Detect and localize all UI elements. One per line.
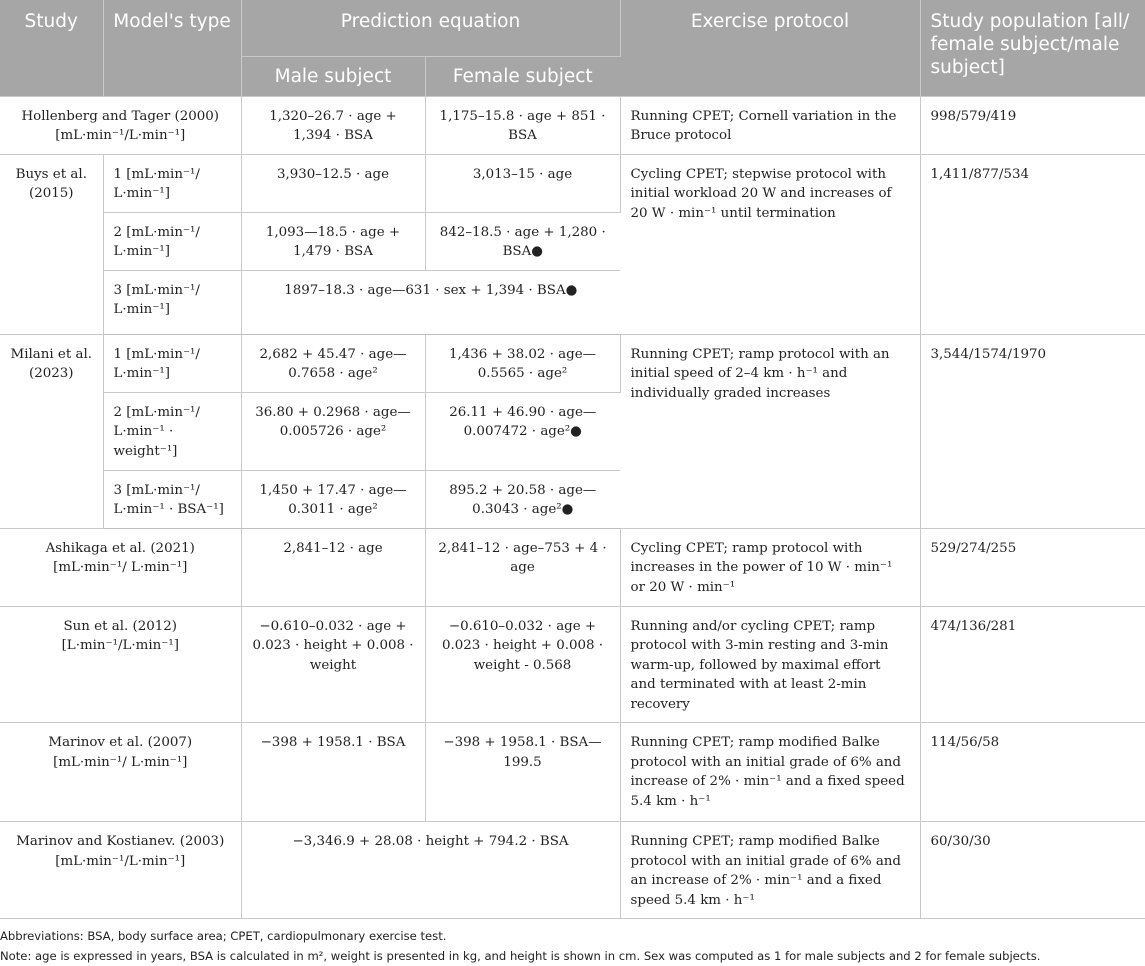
study-cell: Sun et al. (2012) [L·min⁻¹/L·min⁻¹] — [0, 606, 241, 723]
model-type-cell: 1 [mL·min⁻¹/ L·min⁻¹] — [103, 154, 241, 212]
model-type-cell: 3 [mL·min⁻¹/ L·min⁻¹] — [103, 270, 241, 334]
protocol-cell: Running CPET; ramp protocol with an initial speed of 2–4 km · h⁻¹ and individually graded increases — [620, 334, 920, 528]
protocol-cell: Running CPET; Cornell variation in the Bruce protocol — [620, 96, 920, 154]
study-cell: Milani et al. (2023) — [0, 334, 103, 528]
protocol-cell: Running CPET; ramp modified Balke protocol with an initial grade of 6% and an increase of 2% · min⁻¹ and a fixed speed 5.4 km · h⁻¹ — [620, 822, 920, 919]
male-equation-cell: 1,093—18.5 · age + 1,479 · BSA — [241, 212, 425, 270]
table-footnotes — [0, 919, 1145, 966]
male-equation-cell: 2,841–12 · age — [241, 528, 425, 606]
female-equation-cell: −0.610–0.032 · age + 0.023 · height + 0.008 · weight - 0.568 — [425, 606, 620, 723]
male-equation-cell: 1,320–26.7 · age + 1,394 · BSA — [241, 96, 425, 154]
male-equation-cell: 3,930–12.5 · age — [241, 154, 425, 212]
model-type-cell: 3 [mL·min⁻¹/ L·min⁻¹ · BSA⁻¹] — [103, 470, 241, 528]
header-study-population: Study population [all/ female subject/male subject] — [920, 0, 1145, 96]
female-equation-cell: −398 + 1958.1 · BSA—199.5 — [425, 723, 620, 822]
population-cell: 474/136/281 — [920, 606, 1145, 723]
population-cell: 1,411/877/534 — [920, 154, 1145, 334]
model-type-cell: 2 [mL·min⁻¹/ L·min⁻¹] — [103, 212, 241, 270]
model-type-cell: 1 [mL·min⁻¹/ L·min⁻¹] — [103, 334, 241, 392]
population-cell: 3,544/1574/1970 — [920, 334, 1145, 528]
population-cell: 529/274/255 — [920, 528, 1145, 606]
protocol-cell: Cycling CPET; ramp protocol with increases in the power of 10 W · min⁻¹ or 20 W · min⁻¹ — [620, 528, 920, 606]
study-cell: Buys et al. (2015) — [0, 154, 103, 334]
female-equation-cell: 1,175–15.8 · age + 851 · BSA — [425, 96, 620, 154]
female-equation-cell: 895.2 + 20.58 · age—0.3043 · age²● — [425, 470, 620, 528]
male-equation-cell: −398 + 1958.1 · BSA — [241, 723, 425, 822]
table-row — [0, 606, 1145, 723]
study-cell: Ashikaga et al. (2021) [mL·min⁻¹/ L·min⁻¹] — [0, 528, 241, 606]
model-type-cell: 2 [mL·min⁻¹/ L·min⁻¹ · weight⁻¹] — [103, 392, 241, 470]
female-equation-cell: 2,841–12 · age–753 + 4 · age — [425, 528, 620, 606]
units-note: Note: age is expressed in years, BSA is calculated in m², weight is presented in kg, and height is shown in cm. Sex was computed as 1 for male subjects and 2 for female subjects. — [0, 949, 1041, 963]
protocol-cell: Cycling CPET; stepwise protocol with initial workload 20 W and increases of 20 W · min⁻¹ until termination — [620, 154, 920, 334]
study-cell: Hollenberg and Tager (2000) [mL·min⁻¹/L·min⁻¹] — [0, 96, 241, 154]
header-study: Study — [0, 0, 103, 96]
combined-equation-cell: −3,346.9 + 28.08 · height + 794.2 · BSA — [241, 822, 620, 919]
header-male-subject: Male subject — [241, 56, 425, 96]
male-equation-cell: 1,450 + 17.47 · age—0.3011 · age² — [241, 470, 425, 528]
abbreviations-note: Abbreviations: BSA, body surface area; CPET, cardiopulmonary exercise test. — [0, 929, 447, 943]
table-row — [0, 154, 1145, 212]
table-row — [0, 96, 1145, 154]
table-row — [0, 723, 1145, 822]
female-equation-cell: 26.11 + 46.90 · age—0.007472 · age²● — [425, 392, 620, 470]
table-row — [0, 822, 1145, 919]
header-prediction-equation: Prediction equation — [241, 0, 620, 56]
study-cell: Marinov et al. (2007) [mL·min⁻¹/ L·min⁻¹] — [0, 723, 241, 822]
male-equation-cell: −0.610–0.032 · age + 0.023 · height + 0.008 · weight — [241, 606, 425, 723]
male-equation-cell: 2,682 + 45.47 · age—0.7658 · age² — [241, 334, 425, 392]
table-row — [0, 528, 1145, 606]
female-equation-cell: 3,013–15 · age — [425, 154, 620, 212]
population-cell: 60/30/30 — [920, 822, 1145, 919]
female-equation-cell: 1,436 + 38.02 · age—0.5565 · age² — [425, 334, 620, 392]
header-female-subject: Female subject — [425, 56, 620, 96]
male-equation-cell: 36.80 + 0.2968 · age—0.005726 · age² — [241, 392, 425, 470]
table-row — [0, 334, 1145, 392]
header-exercise-protocol: Exercise protocol — [620, 0, 920, 96]
table-header — [0, 0, 1145, 96]
header-model-type: Model's type — [103, 0, 241, 96]
study-cell: Marinov and Kostianev. (2003) [mL·min⁻¹/L·min⁻¹] — [0, 822, 241, 919]
protocol-cell: Running CPET; ramp modified Balke protocol with an initial grade of 6% and increase of 2% · min⁻¹ and a fixed speed 5.4 km · h⁻¹ — [620, 723, 920, 822]
combined-equation-cell: 1897–18.3 · age—631 · sex + 1,394 · BSA● — [241, 270, 620, 334]
protocol-cell: Running and/or cycling CPET; ramp protocol with 3-min resting and 3-min warm-up, followed by maximal effort and terminated with at least 2-min recovery — [620, 606, 920, 723]
population-cell: 114/56/58 — [920, 723, 1145, 822]
female-equation-cell: 842–18.5 · age + 1,280 · BSA● — [425, 212, 620, 270]
population-cell: 998/579/419 — [920, 96, 1145, 154]
